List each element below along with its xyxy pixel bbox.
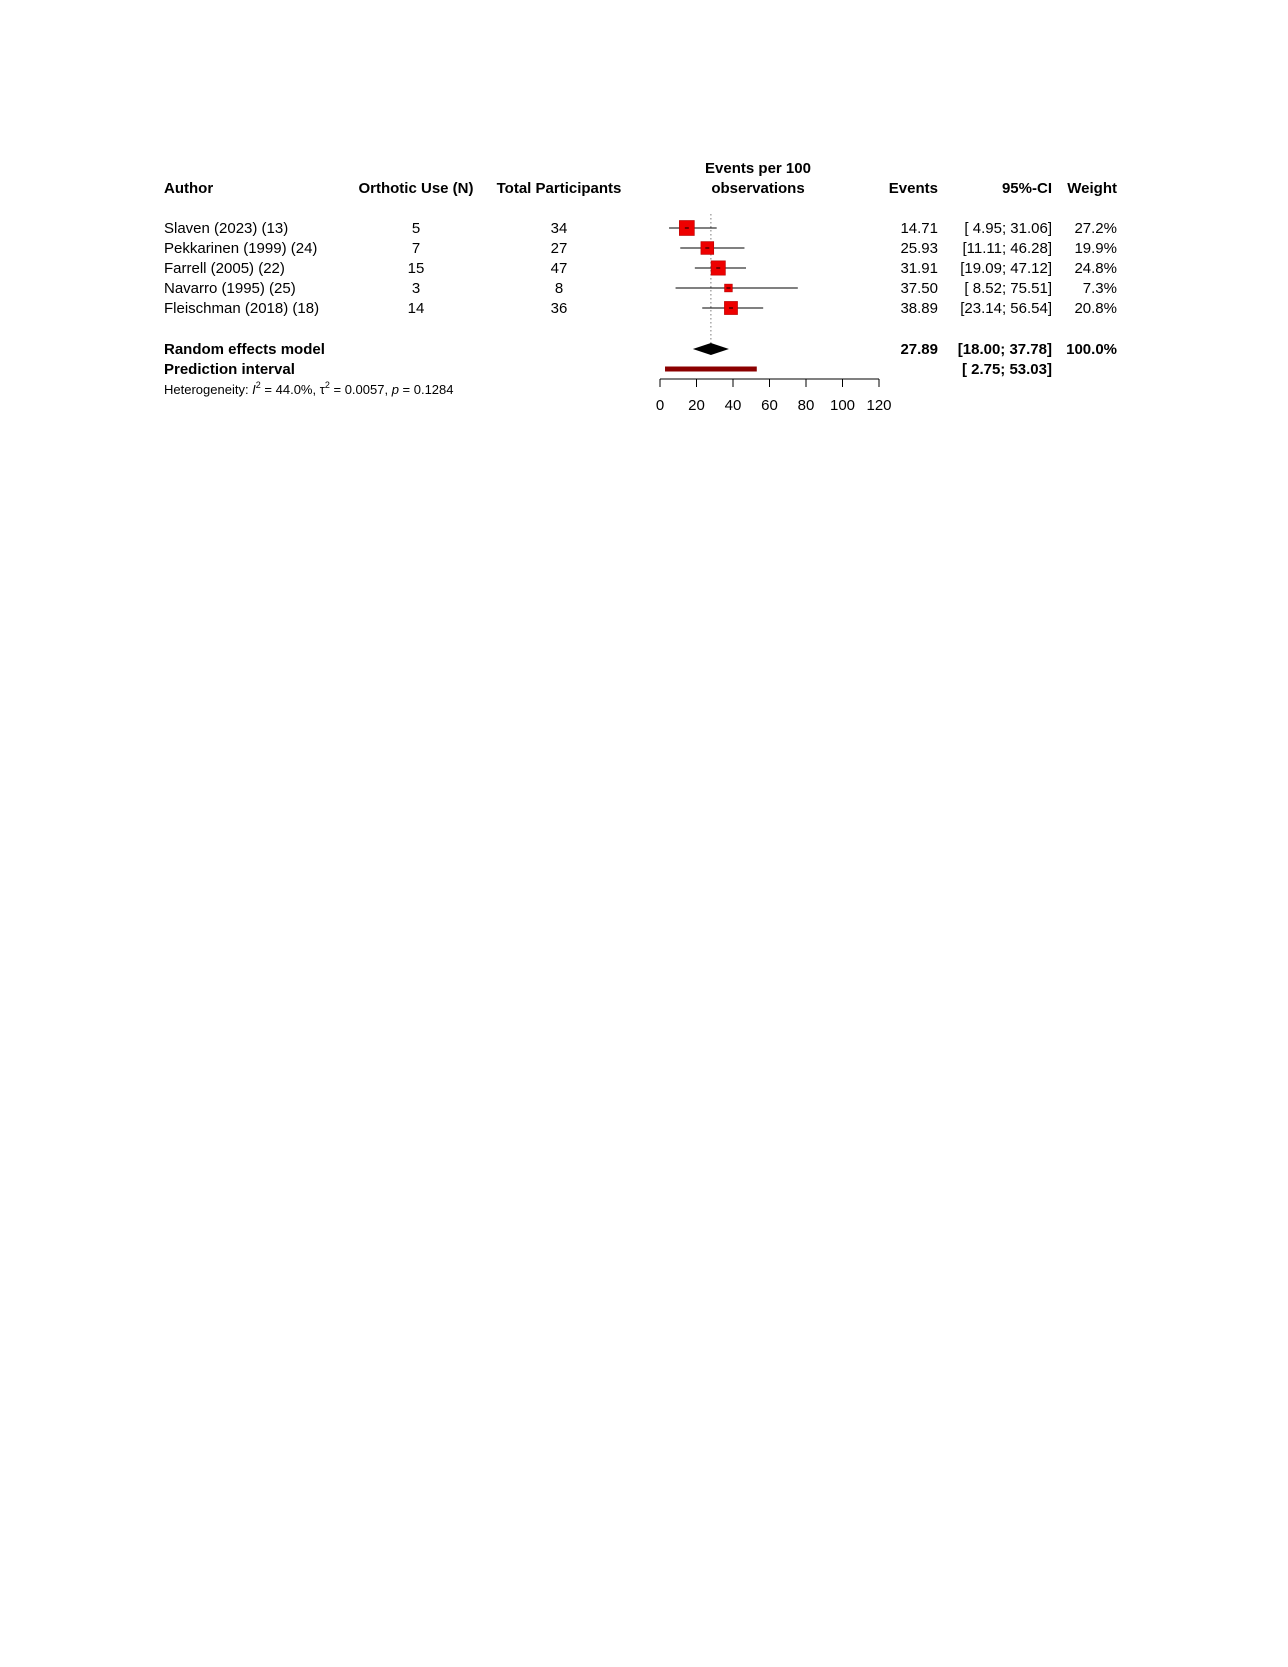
study-row — [164, 220, 1117, 237]
study-row — [164, 280, 1117, 297]
study-orthotic-use: 15 — [407, 260, 425, 277]
p-symbol: p — [391, 382, 399, 397]
i2-superscript: 2 — [255, 380, 261, 390]
header-orthotic-use: Orthotic Use (N) — [358, 180, 474, 197]
pooled-diamond — [693, 343, 729, 355]
header-effect-line2: observations — [711, 180, 805, 197]
x-tick-label: 120 — [866, 397, 892, 414]
header-events: Events — [888, 180, 938, 197]
study-total-participants: 34 — [550, 220, 568, 237]
prediction-ci: [ 2.75; 53.03] — [961, 361, 1052, 378]
prediction-label: Prediction interval — [164, 361, 295, 378]
study-events: 37.50 — [900, 280, 938, 297]
summary-rows — [164, 341, 1117, 378]
study-author: Navarro (1995) (25) — [164, 280, 296, 297]
study-total-participants: 47 — [550, 260, 568, 277]
x-tick-label: 60 — [761, 397, 778, 414]
x-tick-label: 20 — [688, 397, 705, 414]
study-row — [164, 300, 1117, 317]
header-95ci: 95%-CI — [1001, 180, 1052, 197]
study-author: Slaven (2023) (13) — [164, 220, 289, 237]
study-total-participants: 8 — [554, 280, 564, 297]
prediction-bar — [665, 367, 757, 372]
x-tick-label: 80 — [797, 397, 815, 414]
prediction-row — [164, 361, 1052, 378]
study-events: 38.89 — [900, 300, 938, 317]
study-orthotic-use: 3 — [411, 280, 421, 297]
study-author: Pekkarinen (1999) (24) — [164, 240, 318, 257]
x-tick-label: 100 — [829, 397, 856, 414]
x-tick-label: 0 — [655, 397, 665, 414]
study-ci: [11.11; 46.28] — [962, 240, 1052, 257]
study-total-participants: 27 — [550, 240, 568, 257]
column-headers — [164, 160, 1117, 197]
study-ci: [ 8.52; 75.51] — [964, 280, 1052, 297]
tau-symbol: τ — [319, 382, 325, 397]
study-weight: 20.8% — [1074, 300, 1117, 317]
study-author: Farrell (2005) (22) — [164, 260, 285, 277]
study-events: 14.71 — [900, 220, 938, 237]
pooled-label: Random effects model — [164, 341, 325, 358]
study-events: 31.91 — [900, 260, 938, 277]
study-ci: [19.09; 47.12] — [960, 260, 1052, 277]
study-weight: 24.8% — [1074, 260, 1117, 277]
study-rows — [164, 220, 1117, 317]
header-weight: Weight — [1067, 180, 1117, 197]
p-value: = 0.1284 — [398, 382, 454, 397]
study-row — [164, 240, 1117, 257]
study-weight: 7.3% — [1082, 280, 1117, 297]
tau-value: = 0.0057, — [329, 382, 392, 397]
study-weight: 19.9% — [1074, 240, 1117, 257]
plot-area — [656, 214, 892, 414]
i2-symbol: I — [252, 382, 256, 397]
header-total-participants: Total Participants — [496, 180, 622, 197]
study-ci: [ 4.95; 31.06] — [964, 220, 1052, 237]
study-events: 25.93 — [900, 240, 938, 257]
heterogeneity-text — [164, 380, 454, 397]
study-row — [164, 260, 1117, 277]
pooled-weight: 100.0% — [1066, 341, 1117, 358]
header-author: Author — [164, 180, 214, 197]
i2-value: = 44.0%, — [260, 382, 320, 397]
study-author: Fleischman (2018) (18) — [164, 300, 320, 317]
x-tick-label: 40 — [724, 397, 742, 414]
pooled-ci: [18.00; 37.78] — [957, 341, 1052, 358]
header-effect-line1: Events per 100 — [705, 160, 811, 177]
study-total-participants: 36 — [550, 300, 568, 317]
x-axis — [656, 379, 892, 414]
pooled-row — [164, 341, 1117, 358]
study-orthotic-use: 7 — [411, 240, 421, 257]
study-orthotic-use: 14 — [407, 300, 425, 317]
tau-superscript: 2 — [324, 380, 330, 390]
study-orthotic-use: 5 — [411, 220, 421, 237]
pooled-events: 27.89 — [900, 341, 938, 358]
study-weight: 27.2% — [1074, 220, 1117, 237]
heterogeneity-prefix: Heterogeneity: — [164, 382, 253, 397]
study-ci: [23.14; 56.54] — [960, 300, 1052, 317]
